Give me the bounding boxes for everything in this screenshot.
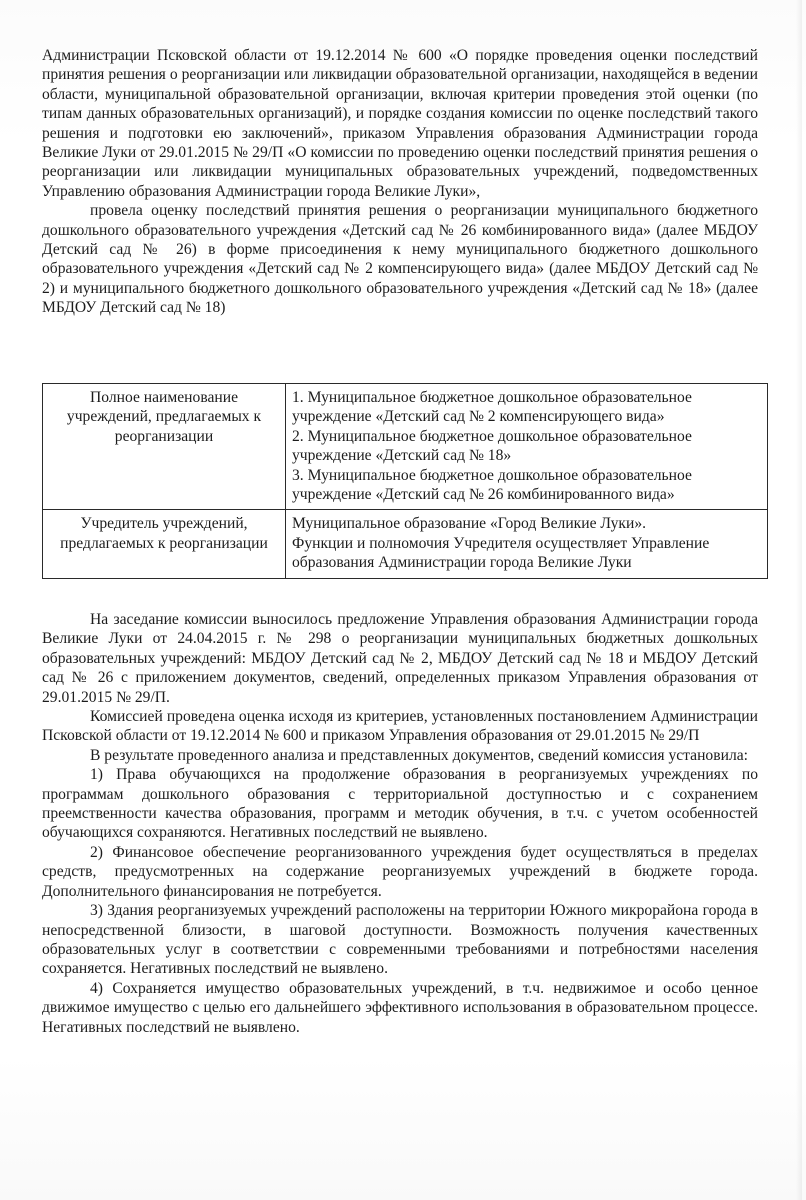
- body-paragraph-1: На заседание комиссии выносилось предложение Управления образования Администрации города Великие Луки от 24.04.2015 г. № 298 о реорганизации муниципальных бюджетных дошкольных образовательных учреждений: МБДОУ Детский сад № 2, МБДОУ Детский сад № 18 и МБДОУ Детский сад № 26 с приложением документов, сведений, определенных приказом Управления образования от 29.01.2015 № 29/П.: [42, 611, 758, 706]
- intro-paragraph-2: провела оценку последствий принятия решения о реорганизации муниципального бюджетного дошкольного образовательного учреждения «Детский сад № 26 комбинированного вида» (далее МБДОУ Детский сад № 26) в форме присоединения к нему муниципального бюджетного дошкольного образовательного учреждения «Детский сад № 2 компенсирующего вида» (далее МБДОУ Детский сад № 2) и муниципального бюджетного дошкольного образовательного учреждения «Детский сад № 18» (далее МБДОУ Детский сад № 18): [42, 202, 758, 317]
- table-cell-value: [286, 510, 768, 578]
- table-row: [43, 384, 768, 510]
- table-cell-value: [286, 384, 768, 510]
- founder-line-1: Муниципальное образование «Город Великие Луки».: [292, 515, 647, 533]
- findings-section: [42, 610, 758, 1037]
- body-paragraph-2: Комиссией проведена оценка исходя из критериев, установленных постановлением Администрации Псковской области от 19.12.2014 № 600 и приказом Управления образования от 29.01.2015 № 29/П: [42, 708, 758, 745]
- finding-item-3: 3) Здания реорганизуемых учреждений расположены на территории Южного микрорайона города в непосредственной близости, в шаговой доступности. Возможность получения качественных образовательных услуг в соответствии с современными требованиями и потребностями населения сохраняется. Негативных последствий не выявлено.: [42, 902, 758, 978]
- institution-item-1: 1. Муниципальное бюджетное дошкольное образовательное учреждение «Детский сад № 2 компенсирующего вида»: [292, 389, 692, 426]
- intro-paragraph-1: Администрации Псковской области от 19.12.2014 № 600 «О порядке проведения оценки последствий принятия решения о реорганизации или ликвидации образовательной организации, находящейся в ведении области, муниципальной образовательной организации, включая критерии проведения этой оценки (по типам данных образовательных организаций), и порядке создания комиссии по оценке последствий такого решения и подготовки ею заключений», приказом Управления образования Администрации города Великие Луки от 29.01.2015 № 29/П «О комиссии по проведению оценки последствий принятия решения о реорганизации или ликвидации муниципальных образовательных учреждений, подведомственных Управлению образования Администрации города Великие Луки»,: [42, 47, 758, 200]
- table-row: [43, 510, 768, 578]
- reorganization-table: [42, 383, 768, 579]
- table-cell-label: Учредитель учреждений, предлагаемых к реорганизации: [43, 510, 286, 578]
- finding-item-1: 1) Права обучающихся на продолжение образования в реорганизуемых учреждениях по программам дошкольного образования с территориальной доступностью и с сохранением преемственности качества образования, программ и методик обучения, в т.ч. с учетом особенностей обучающихся сохраняются. Негативных последствий не выявлено.: [42, 766, 758, 842]
- finding-item-2: 2) Финансовое обеспечение реорганизованного учреждения будет осуществляться в пределах средств, предусмотренных на содержание реорганизуемых учреждений в бюджете города. Дополнительного финансирования не потребуется.: [42, 843, 758, 900]
- intro-section: [42, 46, 758, 318]
- body-paragraph-3: В результате проведенного анализа и представленных документов, сведений комиссия установила:: [90, 746, 748, 764]
- institution-item-2: 2. Муниципальное бюджетное дошкольное образовательное учреждение «Детский сад № 18»: [292, 427, 692, 465]
- founder-line-2: Функции и полномочия Учредителя осуществляет Управление образования Администрации города Великие Луки: [292, 534, 710, 572]
- finding-item-4: 4) Сохраняется имущество образовательных учреждений, в т.ч. недвижимое и особо ценное движимое имущество с целью его дальнейшего эффективного использования в образовательном процессе. Негативных последствий не выявлено.: [42, 979, 758, 1036]
- table-cell-label: Полное наименование учреждений, предлагаемых к реорганизации: [43, 384, 286, 510]
- scan-edge-shadow: [796, 0, 802, 1200]
- institution-item-3: 3. Муниципальное бюджетное дошкольное образовательное учреждение «Детский сад № 26 комбинированного вида»: [292, 466, 692, 504]
